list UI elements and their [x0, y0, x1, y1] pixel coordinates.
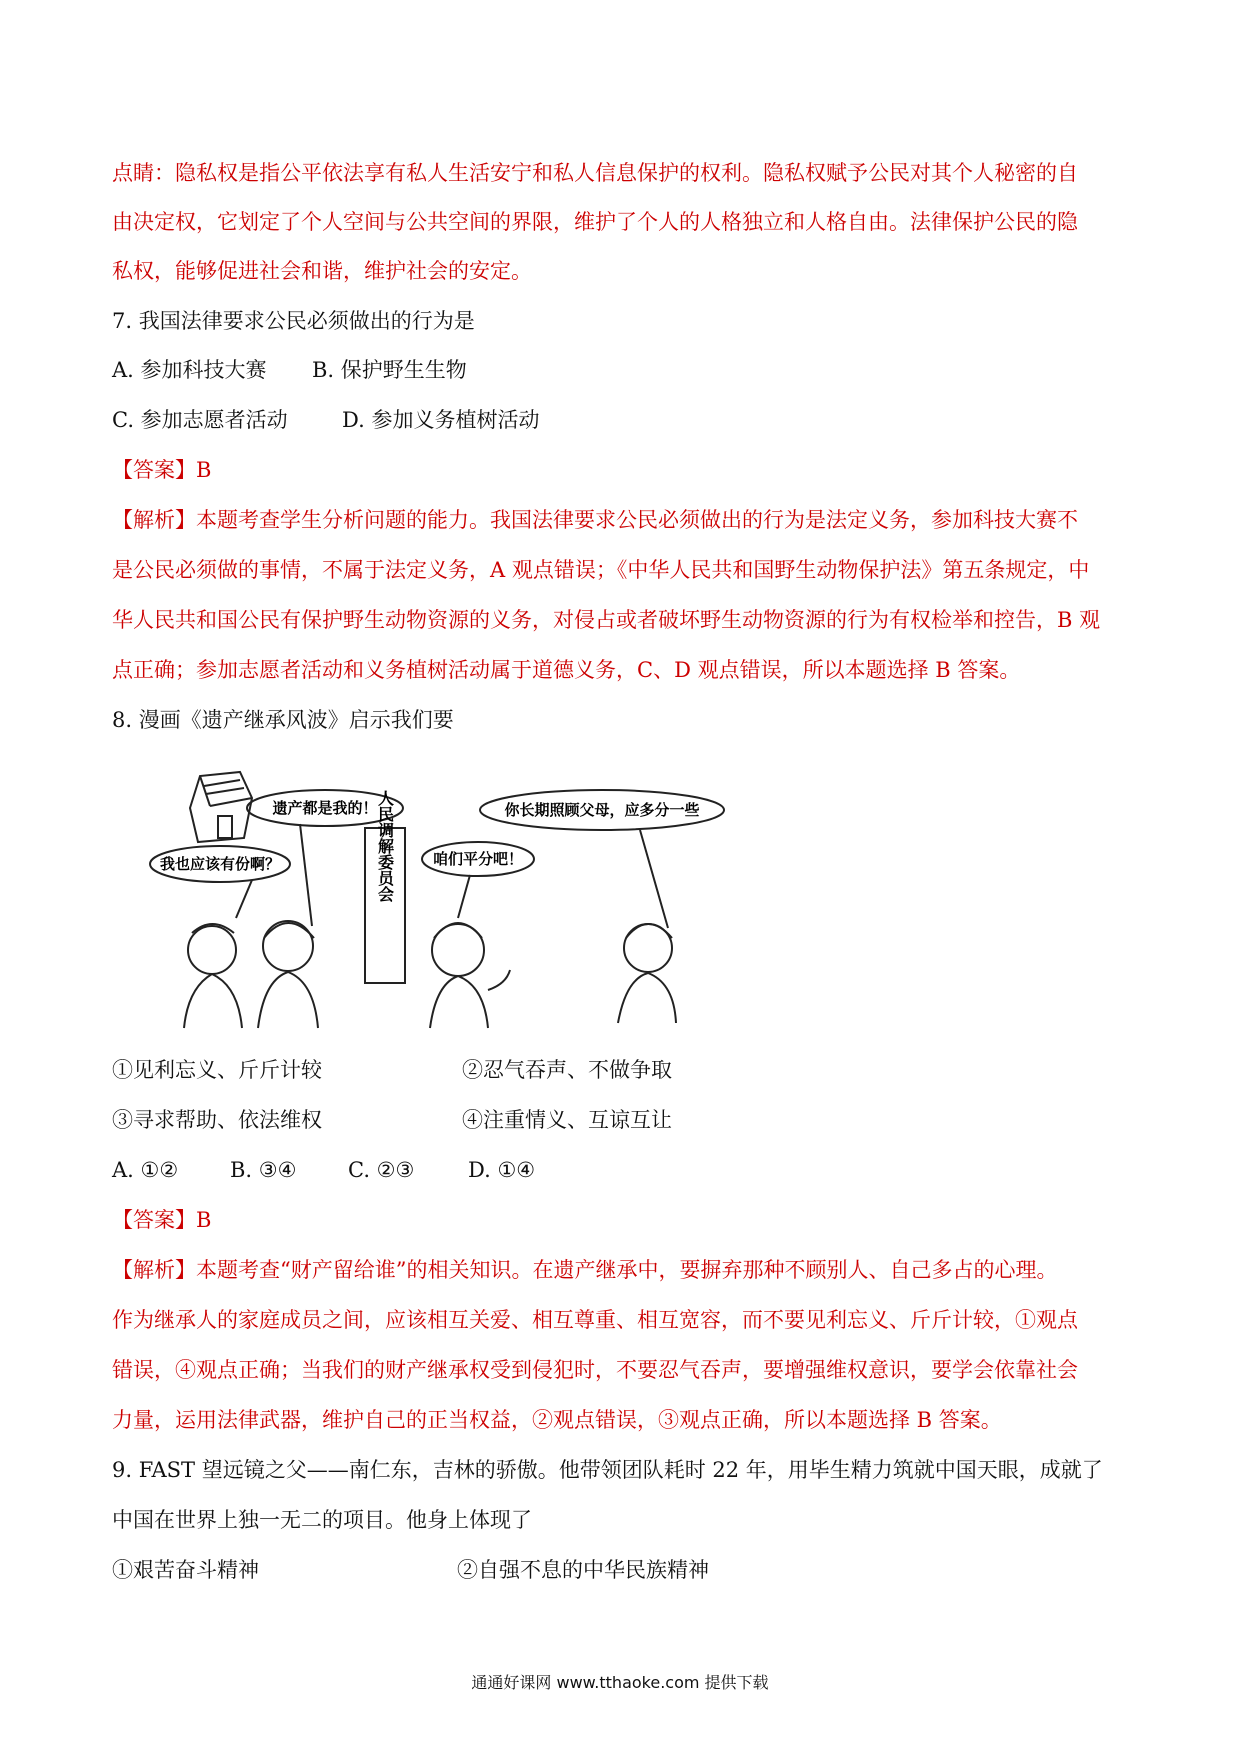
choice-1: ①见利忘义、斤斤计较	[112, 1058, 322, 1082]
analysis-line: 错误，④观点正确；当我们的财产继承权受到侵犯时，不要忍气吞声，要增强维权意识，要学会依靠社会	[112, 1358, 1078, 1382]
choice-2: ②自强不息的中华民族精神	[457, 1558, 709, 1582]
bubble-text: 遗产都是我的！	[272, 799, 378, 817]
choice-4: ④注重情义、互谅互让	[462, 1108, 672, 1132]
question-8-options	[112, 1155, 1132, 1185]
question-8-choices-row-2	[112, 1105, 1132, 1135]
question-8-answer: 【答案】B	[112, 1208, 212, 1232]
analysis-line: 是公民必须做的事情，不属于法定义务，A 观点错误；《中华人民共和国野生动物保护法》第五条规定，中	[112, 558, 1090, 582]
note-line: 由决定权，它划定了个人空间与公共空间的界限，维护了个人的人格独立和人格自由。法律保护公民的隐	[112, 210, 1078, 234]
question-9-stem: 中国在世界上独一无二的项目。他身上体现了	[112, 1508, 532, 1532]
choice-2: ②忍气吞声、不做争取	[462, 1058, 672, 1082]
analysis-line: 作为继承人的家庭成员之间，应该相互关爱、相互尊重、相互宽容，而不要见利忘义、斤斤计较，①观点	[112, 1308, 1078, 1332]
character-mediator	[430, 923, 510, 1028]
page-footer: 通通好课网 www.tthaoke.com 提供下载	[471, 1673, 769, 1692]
question-7-answer: 【答案】B	[112, 458, 212, 482]
option-a: A. ①②	[112, 1158, 179, 1182]
note-line: 点睛：隐私权是指公平依法享有私人生活安宁和私人信息保护的权利。隐私权赋予公民对其个人秘密的自	[112, 161, 1078, 185]
option-b: B. ③④	[230, 1158, 297, 1182]
bubble-text: 咱们平分吧！	[432, 850, 524, 868]
note-line: 私权，能够促进社会和谐，维护社会的安定。	[112, 259, 532, 283]
choice-1: ①艰苦奋斗精神	[112, 1558, 259, 1582]
option-b: B. 保护野生生物	[312, 358, 467, 382]
analysis-line: 点正确；参加志愿者活动和义务植树活动属于道德义务，C、D 观点错误，所以本题选择 B 答案。	[112, 658, 1021, 682]
house-icon	[190, 772, 252, 842]
option-c: C. 参加志愿者活动	[112, 408, 288, 432]
option-a: A. 参加科技大赛	[112, 358, 267, 382]
character-man-left	[184, 924, 242, 1028]
bubble-text: 我也应该有份啊？	[159, 855, 281, 873]
question-7-options-row-1	[112, 355, 1132, 385]
bubble-text: 你长期照顾父母，应多分一些	[504, 801, 700, 819]
character-woman-right	[618, 924, 676, 1023]
question-8-stem: 8. 漫画《遗产继承风波》启示我们要	[112, 708, 454, 732]
option-c: C. ②③	[348, 1158, 415, 1182]
analysis-line: 力量，运用法律武器，维护自己的正当权益，②观点错误，③观点正确，所以本题选择 B 答案。	[112, 1408, 1002, 1432]
question-7-stem: 7. 我国法律要求公民必须做出的行为是	[112, 309, 475, 333]
question-9-stem: 9. FAST 望远镜之父——南仁东，吉林的骄傲。他带领团队耗时 22 年，用毕生精力筑就中国天眼，成就了	[112, 1458, 1103, 1482]
question-8-choices-row-1	[112, 1055, 1132, 1085]
inheritance-cartoon	[140, 768, 760, 1030]
analysis-line: 华人民共和国公民有保护野生动物资源的义务，对侵占或者破坏野生动物资源的行为有权检举和控告，B 观	[112, 608, 1101, 632]
analysis-line: 【解析】本题考查学生分析问题的能力。我国法律要求公民必须做出的行为是法定义务，参加科技大赛不	[112, 508, 1078, 532]
choice-3: ③寻求帮助、依法维权	[112, 1108, 322, 1132]
question-7-options-row-2	[112, 405, 1132, 435]
option-d: D. ①④	[468, 1158, 536, 1182]
analysis-line: 【解析】本题考查“财产留给谁”的相关知识。在遗产继承中，要摒弃那种不顾别人、自己多占的心理。	[112, 1258, 1058, 1282]
character-woman-left	[258, 921, 318, 1028]
option-d: D. 参加义务植树活动	[342, 408, 540, 432]
question-9-choices-row-1	[112, 1555, 1132, 1585]
sign-text: 人民调解委员会	[375, 790, 395, 902]
